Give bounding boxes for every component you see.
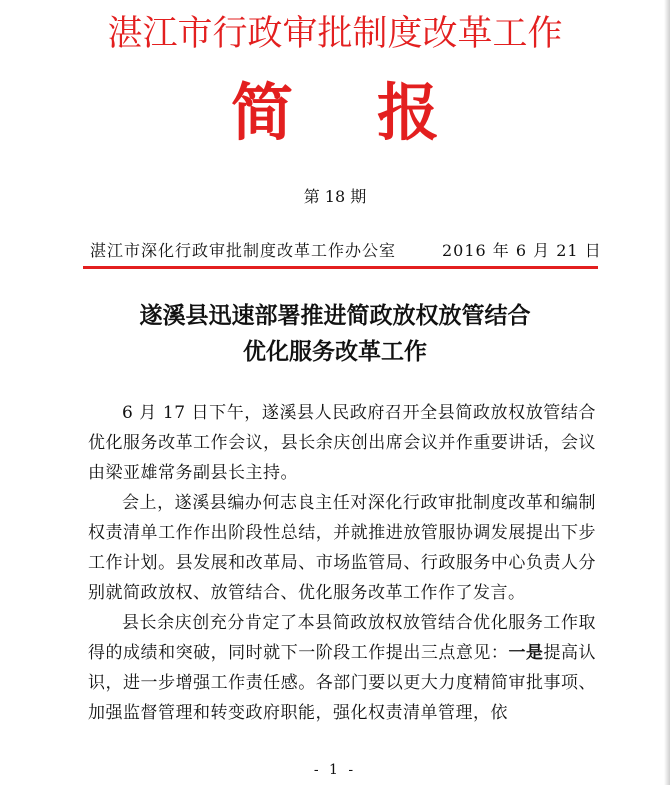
paragraph-3-tail: 提高认识，进一步增强工作责任感。各部门要以更大力度精简审批事项、加强监督管理和转变政府职能，强化权责清单管理，依 bbox=[88, 643, 597, 723]
issue-date: 2016 年 6 月 21 日 bbox=[442, 241, 602, 260]
bulletin-char-jian: 简 bbox=[230, 76, 293, 149]
headline-line-2: 优化服务改革工作 bbox=[243, 338, 427, 365]
org-title: 湛江市行政审批制度改革工作 bbox=[107, 14, 563, 54]
red-divider bbox=[83, 266, 598, 269]
page-number: - 1 - bbox=[313, 762, 357, 778]
paragraph-3-emphasis: 一是 bbox=[508, 643, 544, 663]
bulletin-title bbox=[0, 78, 670, 148]
headline-line-1: 遂溪县迅速部署推进简政放权放管结合 bbox=[139, 302, 531, 329]
paragraph-2: 会上，遂溪县编办何志良主任对深化行政审批制度改革和编制权责清单工作作出阶段性总结，并就推进放管服协调发展提出下步工作计划。县发展和改革局、市场监管局、行政服务中心负责人分别就简政放权、放管结合、优化服务改革工作作了发言。 bbox=[88, 493, 596, 603]
article-body bbox=[88, 398, 596, 728]
issuing-office: 湛江市深化行政审批制度改革工作办公室 bbox=[90, 241, 397, 260]
paragraph-3-lead: 县长余庆创充分肯定了本县简政放权放管结合优化服务工作取得的成绩和突破，同时就下一阶段工作提出三点意见： bbox=[88, 613, 596, 663]
page-edge-shadow bbox=[664, 0, 670, 785]
bulletin-char-bao: 报 bbox=[377, 76, 440, 149]
issue-number: 第 18 期 bbox=[303, 187, 367, 206]
paragraph-3 bbox=[88, 608, 596, 728]
paragraph-1: 6 月 17 日下午，遂溪县人民政府召开全县简政放权放管结合优化服务改革工作会议，县长余庆创出席会议并作重要讲话，会议由梁亚雄常务副县长主持。 bbox=[88, 403, 596, 483]
article-headline bbox=[0, 298, 670, 370]
